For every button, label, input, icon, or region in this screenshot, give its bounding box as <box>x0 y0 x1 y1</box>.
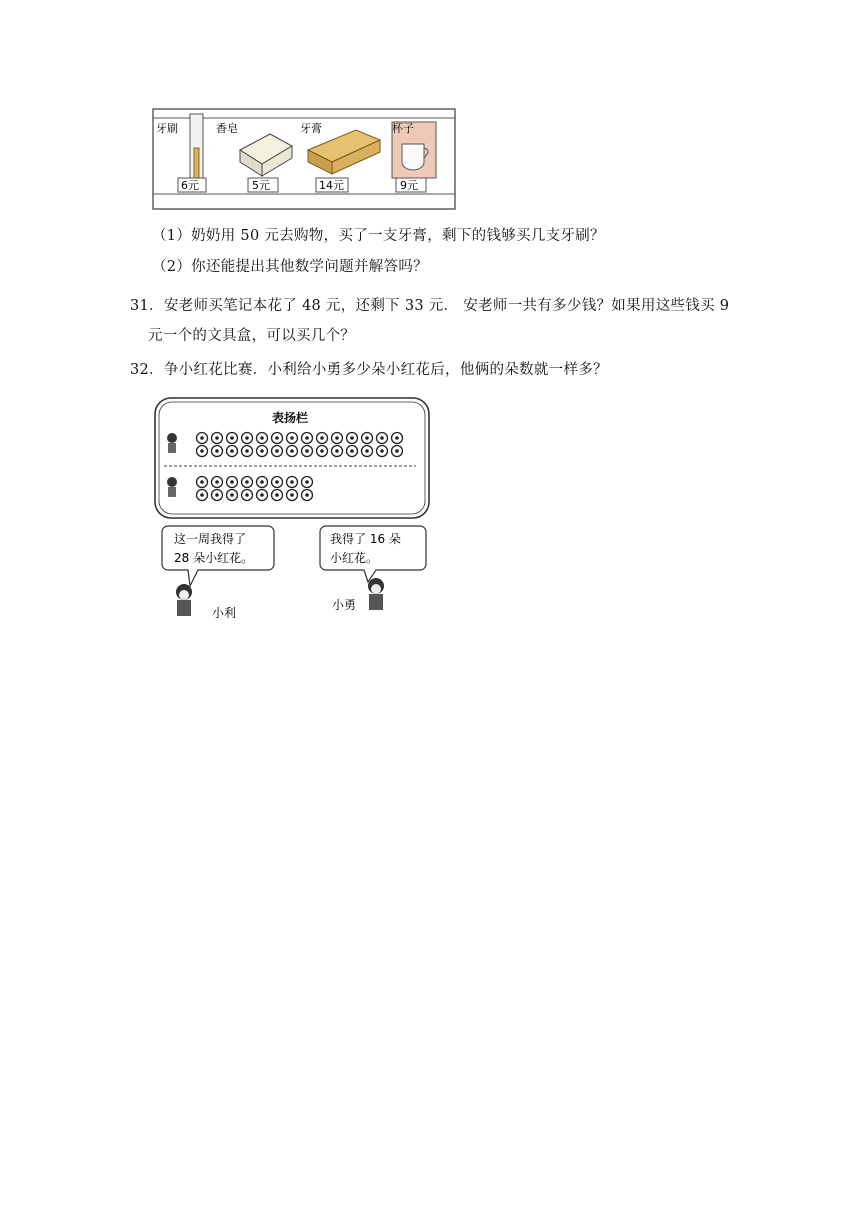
label-toothbrush: 牙刷 <box>156 122 178 135</box>
red-flower-center <box>320 436 324 440</box>
red-flower-center <box>350 449 354 453</box>
red-flower-center <box>200 493 204 497</box>
boy-icon-xiaoyong <box>368 578 384 610</box>
toothpaste-icon <box>308 130 380 174</box>
label-soap: 香皂 <box>216 122 238 135</box>
question-32: 32．争小红花比赛．小利给小勇多少朵小红花后，他俩的朵数就一样多？ <box>130 362 608 378</box>
red-flower-center <box>200 449 204 453</box>
red-flower-center <box>320 449 324 453</box>
boy-icon-xiaoli <box>176 584 192 616</box>
red-flower-center <box>275 480 279 484</box>
red-flower-center <box>380 436 384 440</box>
red-flower-center <box>260 449 264 453</box>
red-flower-center <box>275 493 279 497</box>
shelf-figure <box>152 108 456 210</box>
bubble-xiaoyong-line-1: 我得了 16 朵 <box>330 532 401 546</box>
label-toothpaste: 牙膏 <box>300 122 322 135</box>
price-soap: 5元 <box>252 179 270 192</box>
bubble-xiaoyong-line-2: 小红花。 <box>330 551 379 565</box>
name-xiaoli: 小利 <box>212 606 237 620</box>
red-flower-center <box>305 493 309 497</box>
price-cup: 9元 <box>400 179 418 192</box>
red-flower-center <box>245 449 249 453</box>
red-flower-center <box>365 436 369 440</box>
question-31-line-2: 元一个的文具盒，可以买几个？ <box>148 328 356 344</box>
red-flower-center <box>395 436 399 440</box>
bubble-xiaoli-line-2: 28 朵小红花。 <box>174 551 254 565</box>
red-flower-center <box>260 436 264 440</box>
red-flower-center <box>380 449 384 453</box>
red-flower-center <box>260 493 264 497</box>
red-flower-center <box>215 493 219 497</box>
red-flower-center <box>215 480 219 484</box>
red-flower-center <box>335 436 339 440</box>
red-flower-center <box>260 480 264 484</box>
red-flower-center <box>230 493 234 497</box>
price-toothpaste: 14元 <box>319 179 344 192</box>
question-30-part-2: （2）你还能提出其他数学问题并解答吗？ <box>152 259 428 275</box>
red-flower-center <box>245 493 249 497</box>
red-flower-center <box>350 436 354 440</box>
name-xiaoyong: 小勇 <box>332 598 357 612</box>
red-flower-center <box>230 436 234 440</box>
red-flower-center <box>230 449 234 453</box>
red-flower-center <box>200 436 204 440</box>
red-flower-center <box>305 480 309 484</box>
boy-icon-xiaoli-small <box>167 433 177 453</box>
red-flower-center <box>290 493 294 497</box>
red-flower-center <box>290 449 294 453</box>
red-flower-center <box>245 436 249 440</box>
soap-icon <box>240 134 292 176</box>
red-flower-center <box>305 449 309 453</box>
toothbrush-icon <box>190 114 203 188</box>
red-flower-center <box>290 436 294 440</box>
question-31-line-1: 31．安老师买笔记本花了 48 元，还剩下 33 元． 安老师一共有多少钱？如果用这些钱买 9 <box>130 298 730 314</box>
red-flower-center <box>230 480 234 484</box>
red-flower-center <box>395 449 399 453</box>
praise-board-figure <box>154 396 430 622</box>
red-flower-center <box>215 436 219 440</box>
red-flower-center <box>200 480 204 484</box>
red-flower-center <box>335 449 339 453</box>
red-flower-center <box>275 449 279 453</box>
red-flower-center <box>245 480 249 484</box>
board-title: 表扬栏 <box>272 411 309 425</box>
question-30-part-1: （1）奶奶用 50 元去购物，买了一支牙膏，剩下的钱够买几支牙刷？ <box>152 228 605 244</box>
label-cup: 杯子 <box>392 122 414 135</box>
red-flower-center <box>305 436 309 440</box>
red-flower-center <box>275 436 279 440</box>
red-flower-center <box>365 449 369 453</box>
bubble-xiaoli-line-1: 这一周我得了 <box>174 532 247 546</box>
boy-icon-xiaoyong-small <box>167 477 177 497</box>
red-flower-center <box>290 480 294 484</box>
red-flower-center <box>215 449 219 453</box>
price-toothbrush: 6元 <box>181 179 199 192</box>
